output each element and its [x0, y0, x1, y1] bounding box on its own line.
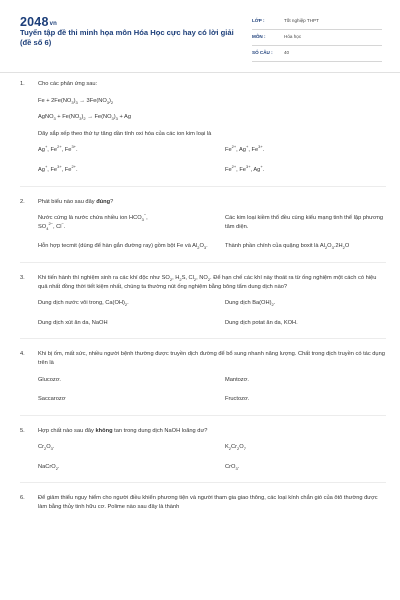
answer-option[interactable]: $Fe^{2+}$, $Fe^{3+}$, Ag+.: [225, 164, 265, 173]
answer-option[interactable]: Hỗn hợp tecmit (dùng để hàn gắn đường ray) gồm bột Fe và $Al_2O_3$.: [38, 243, 208, 251]
meta-row-subject: [252, 30, 382, 46]
question-prompt: Dãy sắp xếp theo thứ tự tăng dần tính oxi hóa của các ion kim loại là: [38, 130, 212, 137]
header-divider: [0, 72, 400, 73]
question-text: Phát biểu nào sau đây đúng?: [38, 198, 114, 205]
answer-option[interactable]: $Cr_2O_3$.: [38, 444, 55, 452]
title-line-1: Tuyển tập đề thi minh họa môn Hóa Học cực hay có lời giải: [20, 28, 234, 37]
question-number: 3.: [20, 274, 25, 281]
question-number: 2.: [20, 198, 25, 205]
answer-option[interactable]: Saccarozơ: [38, 396, 66, 403]
document-title: [20, 28, 235, 47]
question-list: [20, 80, 386, 520]
logo-text: 2048: [20, 15, 49, 29]
answer-option[interactable]: $Fe^{2+}$, Ag+, $Fe^{3+}$.: [225, 144, 265, 154]
reaction-2: AgNO$_3$ + $Fe(NO_3)_2 \to Fe(NO_3)_3 + Ag$: [38, 114, 131, 122]
answer-option[interactable]: Mantozơ.: [225, 376, 249, 383]
answer-option[interactable]: Glucozơ.: [38, 376, 62, 383]
meta-value: 40: [284, 50, 290, 55]
meta-label: SỐ CÂU :: [252, 50, 273, 55]
meta-label: LỚP :: [252, 18, 265, 23]
question-3: [20, 274, 386, 327]
title-line-2: (đề số 6): [20, 37, 52, 47]
answer-option[interactable]: Dung dịch nước vôi trong, $Ca(OH)_2$.: [38, 300, 129, 308]
answer-option[interactable]: Fructozơ.: [225, 396, 250, 403]
answer-option[interactable]: Dung dịch $Ba(OH)_2$.: [225, 300, 276, 308]
question-number: 5.: [20, 427, 25, 434]
answer-option[interactable]: $K_2Cr_2O_7$: [225, 444, 246, 452]
answer-option[interactable]: Các kim loại kiềm thổ đều cùng kiểu mạng tinh thể lập phương tâm diện.: [225, 215, 384, 230]
question-number: 4.: [20, 351, 25, 358]
question-1: [20, 80, 386, 175]
question-text: Cho các phản ứng sau:: [38, 81, 98, 87]
question-separator: [20, 262, 386, 263]
question-2: [20, 198, 386, 251]
answer-option[interactable]: Thành phần chính của quặng boxit là $Al_2O_3.2H_2O$: [225, 243, 350, 251]
answer-option[interactable]: Ag+, $Fe^{2+}$, $Fe^{3+}$.: [38, 144, 78, 154]
question-text: Khi bị ốm, mất sức, nhiều người bệnh thường được truyền dịch đường để bổ sung nhanh năng lượng. Chất trong dịch truyền có tác dụng trên là: [38, 351, 385, 366]
question-number: 6.: [20, 495, 25, 502]
page-header: [0, 0, 400, 62]
answer-option[interactable]: CrO$_3$.: [225, 463, 240, 472]
question-text: Hợp chất nào sau đây không tan trong dung dịch NaOH loãng dư?: [38, 427, 208, 434]
meta-row-class: [252, 14, 382, 30]
meta-label: MÔN :: [252, 34, 266, 39]
meta-row-count: [252, 46, 382, 62]
question-4: [20, 350, 386, 403]
answer-option[interactable]: NaCrO$_2$.: [38, 463, 60, 472]
reaction-1: $Fe + 2Fe(NO_3)_3 \to 3Fe(NO_3)_2$: [38, 97, 114, 105]
question-5: [20, 427, 386, 472]
answer-option[interactable]: Ag+, $Fe^{3+}$, $Fe^{2+}$.: [38, 164, 78, 173]
site-logo[interactable]: [20, 15, 57, 29]
question-separator: [20, 415, 386, 416]
meta-value: Tốt nghiệp THPT: [284, 18, 319, 23]
question-6: [20, 494, 386, 511]
answer-option[interactable]: Nước cứng là nước chứa nhiều ion $HCO_3^-$, $SO_4^{2-}$, Cl−.: [38, 212, 148, 231]
question-number: 1.: [20, 81, 25, 87]
question-separator: [20, 186, 386, 187]
meta-table: [252, 14, 382, 62]
question-separator: [20, 482, 386, 483]
meta-value: Hóa học: [284, 34, 302, 39]
answer-option[interactable]: Dung dịch xút ăn da, NaOH: [38, 319, 108, 326]
answer-option[interactable]: Dung dịch potat ăn da, KOH.: [225, 319, 298, 326]
question-text: Để giảm thiểu nguy hiểm cho người điều khiển phương tiện và người tham gia giao thông, các loại kính chắn gió của ôtô thường được làm bằng thủy tinh hữu cơ. Polime nào sau đây là thành: [38, 495, 378, 511]
question-separator: [20, 338, 386, 339]
logo-suffix: vn: [49, 21, 58, 27]
question-text: Khi tiến hành thí nghiệm sinh ra các khí độc như $SO_2$, $H_2S$, $Cl_2$, $NO_2$. Để hạn chế các khí này thoát ra từ ống nghiệm một cách có hiệu quả nhất đồng thời tiết kiệm nhất, chúng ta thường nút ống nghiệm bằng bông tẩm dung dịch nào?: [38, 274, 377, 290]
